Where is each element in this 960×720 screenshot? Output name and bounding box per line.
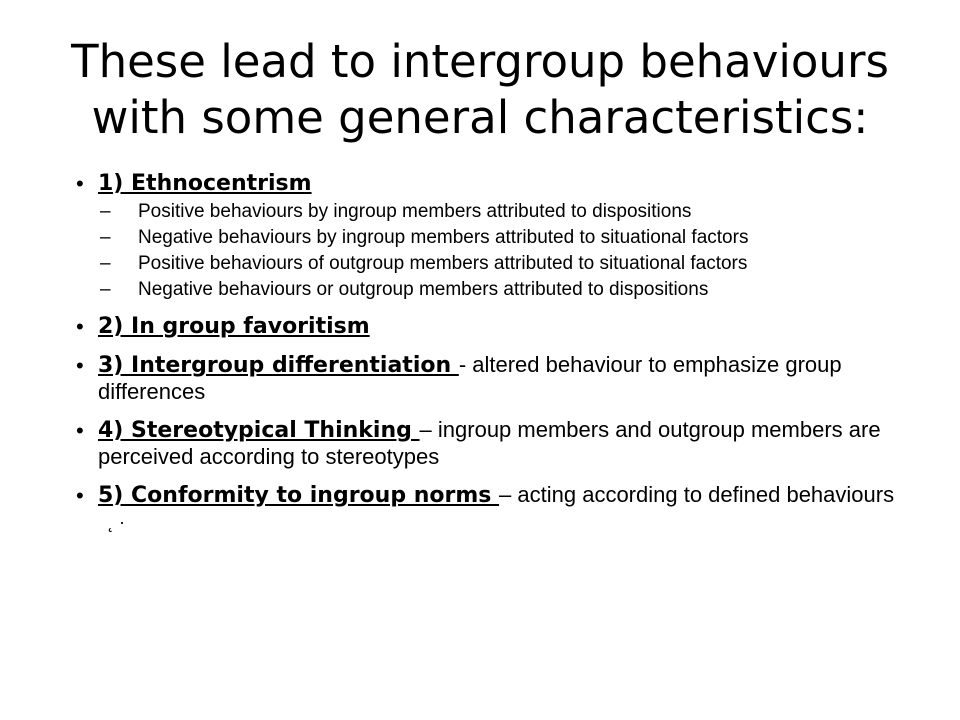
sub-item-text: Negative behaviours or outgroup members attributed to dispositions <box>138 279 709 300</box>
stray-marks: ˛ · <box>108 512 125 532</box>
item-heading: 5) Conformity to ingroup norms <box>98 483 500 508</box>
slide-title: These lead to intergroup behaviours with some general characteristics: <box>71 35 889 144</box>
dash-icon: – <box>100 253 111 274</box>
item-description: – acting according to defined behaviours <box>499 482 895 507</box>
bullet-icon: • <box>76 171 84 196</box>
sub-item-text: Positive behaviours of outgroup members attributed to situational factors <box>138 253 748 274</box>
dash-icon: – <box>100 201 111 222</box>
sub-item-text: Positive behaviours by ingroup members attributed to dispositions <box>138 201 692 222</box>
bullet-list <box>76 170 896 537</box>
item-heading: 4) Stereotypical Thinking <box>98 418 420 443</box>
item-description: - altered behaviour to emphasize group differences <box>98 352 842 404</box>
list-item <box>76 417 896 470</box>
bullet-icon: • <box>76 314 84 339</box>
sub-item <box>76 279 896 301</box>
list-item <box>76 313 896 340</box>
list-item <box>76 482 896 537</box>
bullet-icon: • <box>76 353 84 378</box>
sub-item <box>76 201 896 223</box>
sub-item <box>76 227 896 249</box>
item-description: – ingroup members and outgroup members are perceived according to stereotypes <box>98 417 881 469</box>
sub-item <box>76 253 896 275</box>
list-item <box>76 352 896 405</box>
sub-item-text: Negative behaviours by ingroup members attributed to situational factors <box>138 227 749 248</box>
item-heading: 2) In group favoritism <box>98 314 370 339</box>
item-heading: 3) Intergroup differentiation <box>98 353 459 378</box>
list-item <box>76 170 896 197</box>
bullet-icon: • <box>76 418 84 443</box>
item-heading: 1) Ethnocentrism <box>98 171 312 196</box>
bullet-icon: • <box>76 483 84 508</box>
dash-icon: – <box>100 279 111 300</box>
dash-icon: – <box>100 227 111 248</box>
